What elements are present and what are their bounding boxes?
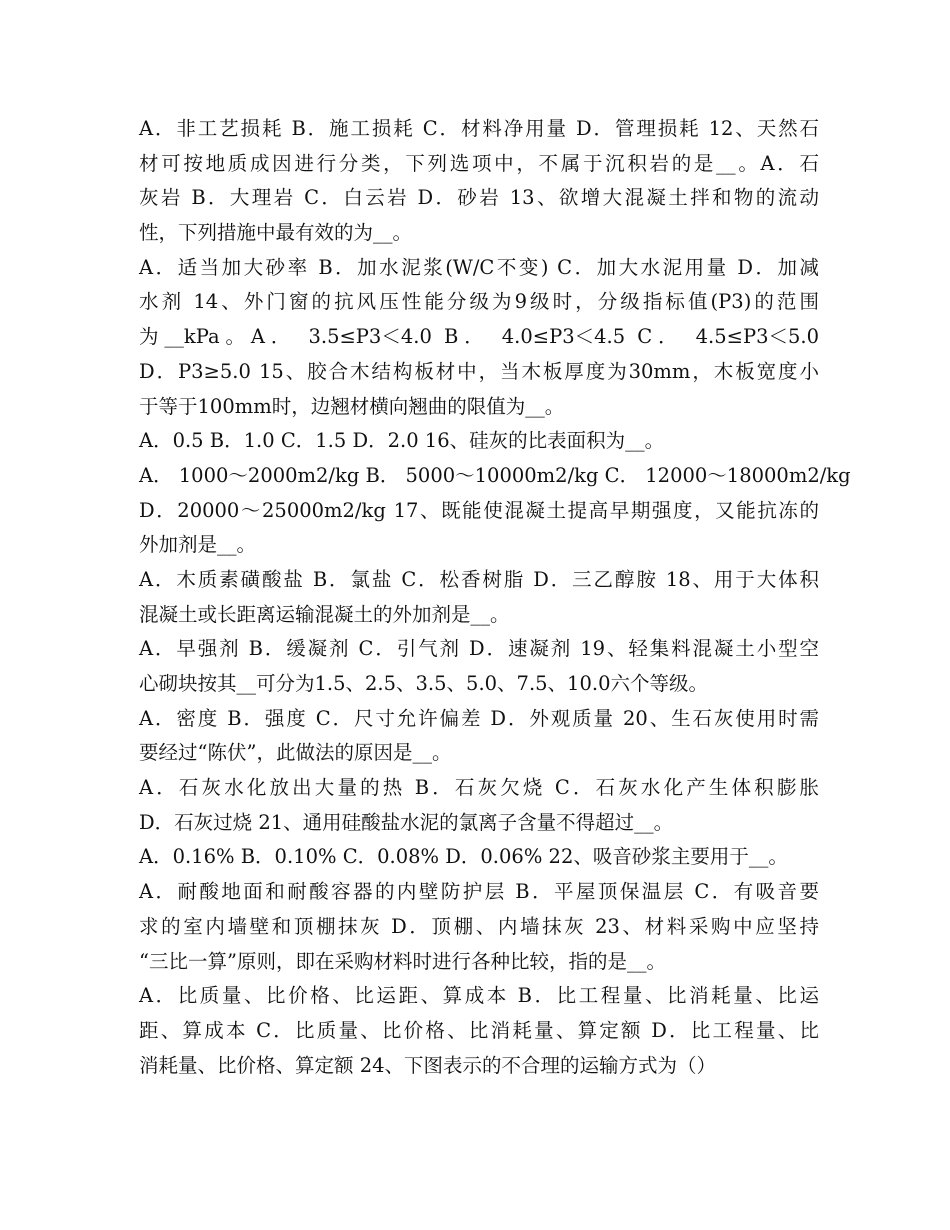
text-line-19: 要经过“陈伏”，此做法的原因是__。 [139,741,452,765]
text-line-5: A．适当加大砂率 B．加水泥浆(W/C不变) C．加大水泥用量 D．加减 [139,255,819,279]
text-line-16: A．早强剂 B．缓凝剂 C．引气剂 D．速凝剂 19、轻集料混凝土小型空 [139,637,819,661]
text-line-11: A． 1000～2000m2/kg B． 5000～10000m2/kg C． 12000～18000m2/kg [139,463,851,487]
text-line-23: A．耐酸地面和耐酸容器的内壁防护层 B．平屋顶保温层 C．有吸音要 [139,880,819,904]
text-line-17: 心砌块按其__可分为1.5、2.5、3.5、5.0、7.5、10.0六个等级。 [139,672,708,695]
text-line-7: 为__kPa。A． 3.5≤P3＜4.0 B． 4.0≤P3＜4.5 C． 4.5≤P3＜5.0 [139,325,819,349]
text-line-2: 材可按地质成因进行分类，下列选项中，不属于沉积岩的是__。A．石 [139,151,819,175]
text-line-3: 灰岩 B．大理岩 C．白云岩 D．砂岩 13、欲增大混凝土拌和物的流动 [139,186,819,210]
text-line-20: A．石灰水化放出大量的热 B．石灰欠烧 C．石灰水化产生体积膨胀 [139,776,819,800]
text-line-27: 距、算成本 C．比质量、比价格、比消耗量、算定额 D．比工程量、比 [139,1018,819,1042]
text-line-24: 求的室内墙壁和顶棚抹灰 D．顶棚、内墙抹灰 23、材料采购中应坚持 [139,914,819,938]
text-line-14: A．木质素磺酸盐 B．氯盐 C．松香树脂 D．三乙醇胺 18、用于大体积 [139,567,819,591]
text-line-9: 于等于100mm时，边翘材横向翘曲的限值为__。 [139,394,565,418]
text-line-25: “三比一算”原则，即在采购材料时进行各种比较，指的是__。 [139,949,666,973]
text-line-22: A．0.16% B．0.10% C．0.08% D．0.06% 22、吸音砂浆主要用于__。 [139,845,788,869]
text-line-13: 外加剂是__。 [139,533,257,557]
text-line-10: A．0.5 B．1.0 C．1.5 D．2.0 16、硅灰的比表面积为__。 [139,429,665,453]
text-line-28: 消耗量、比价格、算定额 24、下图表示的不合理的运输方式为（） [139,1053,717,1077]
text-line-26: A．比质量、比价格、比运距、算成本 B．比工程量、比消耗量、比运 [139,984,819,1008]
text-line-12: D．20000～25000m2/kg 17、既能使混凝土提高早期强度，又能抗冻的 [139,498,819,522]
text-line-21: D．石灰过烧 21、通用硅酸盐水泥的氯离子含量不得超过__。 [139,810,674,834]
text-line-15: 混凝土或长距离运输混凝土的外加剂是__。 [139,602,510,626]
text-line-18: A．密度 B．强度 C．尺寸允许偏差 D．外观质量 20、生石灰使用时需 [139,706,819,730]
text-line-8: D．P3≥5.0 15、胶合木结构板材中，当木板厚度为30mm，木板宽度小 [139,359,819,383]
document-body [139,112,851,1083]
text-line-1: A．非工艺损耗 B．施工损耗 C．材料净用量 D．管理损耗 12、天然石 [139,117,819,140]
text-line-4: 性，下列措施中最有效的为__。 [139,221,413,245]
text-line-6: 水剂 14、外门窗的抗风压性能分级为9级时，分级指标值(P3)的范围 [139,290,819,314]
